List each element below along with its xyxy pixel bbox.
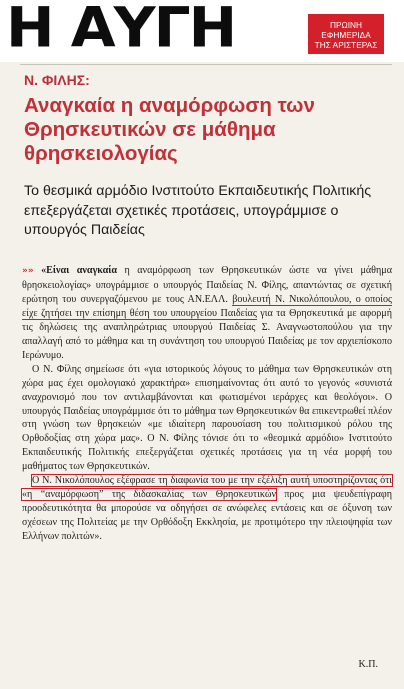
badge-line: ΤΗΣ ΑΡΙΣΤΕΡΑΣ: [314, 40, 378, 50]
lead-phrase: «Είναι αναγκαία: [41, 265, 117, 276]
badge-line: ΠΡΩΙΝΗ: [329, 20, 363, 30]
paragraph-text: η αναμόρφωση των Θρησκευτικών ώστε να γίνει μάθημα θρησκειολογίας» υπογράμμισε ο υπουργός Παιδείας Ν. Φίλης, απαντώντας σε σχετική ερώτηση του συνεργαζόμενου με τους ΑΝ.ΕΛΛ.: [22, 265, 392, 305]
paragraph-2: Ο Ν. Φίλης σημείωσε ότι «για ιστορικούς λόγους το μάθημα των Θρησκευτικών στη χώρα μας έχει ομολογιακό χαρακτήρα» επισημαίνοντας ότι αυτό το γεγονός «συνιστά αναχρονισμό που τον αντιλαμβάνονται και φωτισμένοι ιεράρχες και θεολόγοι». Ο υπουργός Παιδείας υπογράμμισε ότι το μάθημα των Θρησκευτικών θα επικεντρωθεί πλέον στη γνώση των θρησκειών «με ιδιαίτερη παρουσίαση του πολιτισμικού ρόλου της Ορθοδοξίας στη χώρα μας». Ο Ν. Φίλης τόνισε ότι το «θεσμικά αρμόδιο» Ινστιτούτο Εκπαιδευτικής Πολιτικής επεξεργάζεται σχετικές προτάσεις για τη νέα μορφή του μαθήματος των Θρησκευτικών.: [22, 363, 392, 473]
paragraph-1: [22, 264, 392, 363]
masthead-badge: [308, 14, 384, 54]
newspaper-title: Η ΑΥΓΗ: [6, 0, 236, 60]
article-kicker: Ν. ΦΙΛΗΣ:: [24, 72, 90, 88]
article-body: [22, 264, 392, 544]
article-headline: Αναγκαία η αναμόρφωση των Θρησκευτικών σε μάθημα θρησκειολογίας: [24, 94, 315, 165]
lead-marker-icon: »»: [22, 266, 34, 276]
author-signature: Κ.Π.: [358, 659, 378, 670]
paragraph-text: για τα Θρησκευτικά με αφορμή τις δηλώσεις της αναπληρώτριας υπουργού Παιδείας Σ. Αναγνωστοπούλου για την απαλλαγή από το μάθημα και τη συνάντηση του υπουργού Παιδείας με τον αρχιεπίσκοπο Ιερώνυμο.: [22, 307, 392, 361]
badge-line: ΕΦΗΜΕΡΙΔΑ: [321, 30, 371, 40]
boxed-quote: Ο Ν. Νικολόπουλος εξέφρασε τη διαφωνία του με την εξέλιξη αυτή υποστηρίζοντας ότι «η “αναμόρφωση” της διδασκαλίας των Θρησκευτικών: [22, 475, 392, 501]
article-deck: Το θεσμικά αρμόδιο Ινστιτούτο Εκπαιδευτικής Πολιτικής επεξεργάζεται σχετικές προτάσεις, υπογράμμισε ο υπουργός Παιδείας: [24, 183, 372, 238]
divider: [20, 64, 392, 65]
masthead: [0, 0, 404, 62]
paragraph-3: [22, 474, 392, 544]
paragraph-text: προς μια ψευδεπίγραφη προοδευτικότητα θα μπορούσε να οδηγήσει σε ανώφελες εντάσεις και σε όξυνση των σχέσεων της Πολιτείας με την Ορθόδοξη Εκκλησία, με προτιμότερο την πλειοψηφία των Ελλήνων πολιτών».: [22, 489, 392, 543]
highlighted-text: βουλευτή Ν. Νικολόπουλου, ο οποίος είχε ζητήσει την επίσημη θέση του υπουργείου Παιδείας: [22, 293, 392, 319]
